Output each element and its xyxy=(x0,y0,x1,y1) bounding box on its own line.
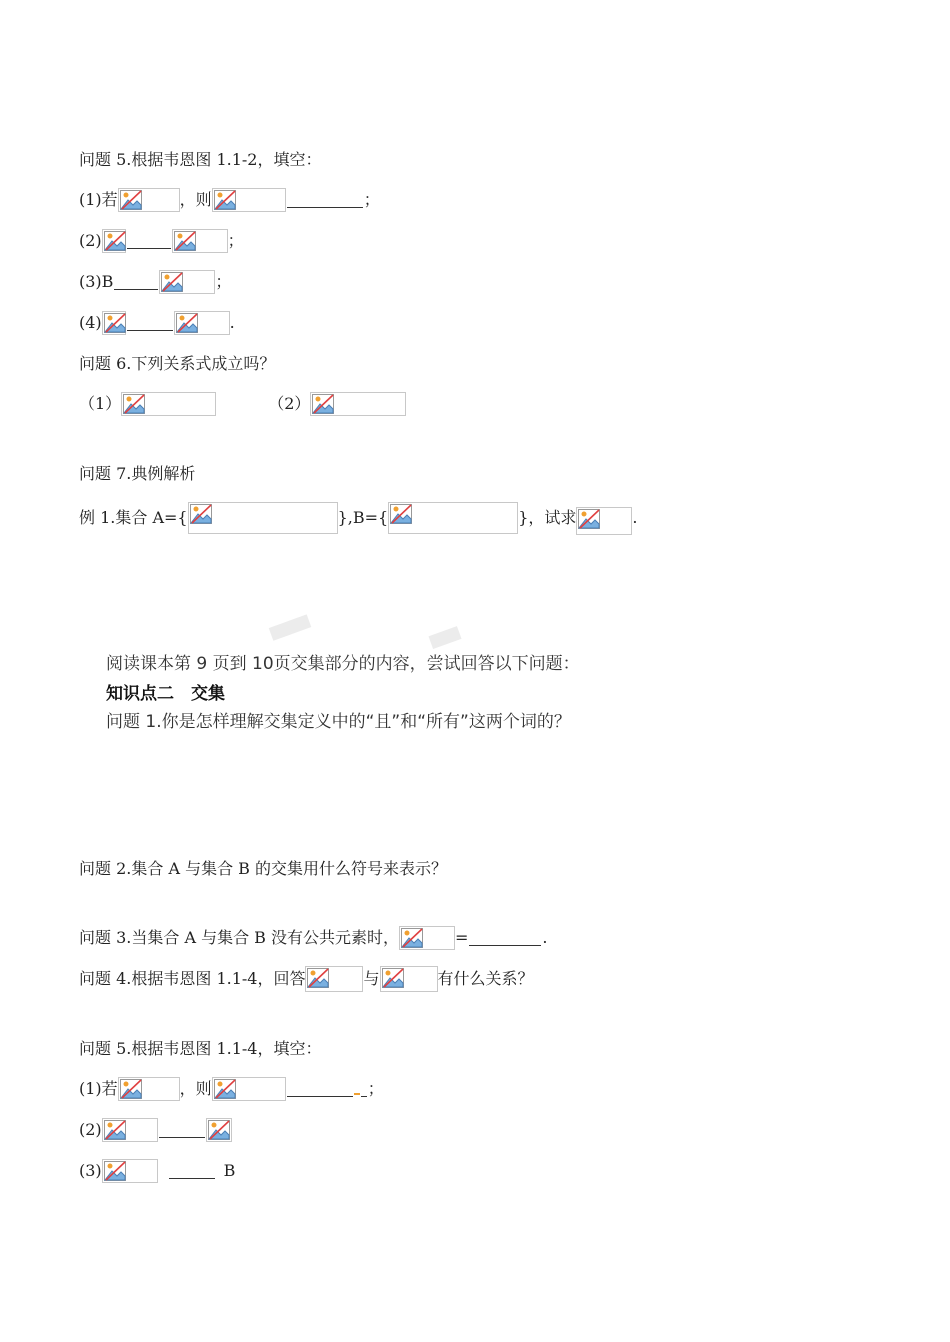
s2-q2-title: 问题 2.集合 A 与集合 B 的交集用什么符号来表示？ xyxy=(79,859,448,878)
q6-1-prefix: （1） xyxy=(79,394,122,413)
s2-q4-end: 有什么关系？ xyxy=(437,969,534,988)
q6-title-line xyxy=(79,352,275,376)
s2-q5-item-1 xyxy=(79,1077,384,1101)
broken-image-icon xyxy=(174,311,230,335)
broken-image-icon xyxy=(310,392,406,416)
answer-blank[interactable] xyxy=(114,275,158,290)
broken-image-icon xyxy=(212,1077,286,1101)
knowledge-point-heading: 知识点二 交集 xyxy=(106,684,225,704)
s2-q4-and: 与 xyxy=(363,969,380,988)
blank-marker xyxy=(354,1093,360,1095)
example-1 xyxy=(79,506,637,530)
answer-blank[interactable] xyxy=(361,1082,367,1097)
broken-image-icon xyxy=(102,229,126,253)
s2-q5-title: 问题 5.根据韦恩图 1.1-4，填空： xyxy=(79,1039,322,1058)
q6-items xyxy=(79,392,406,416)
answer-blank[interactable] xyxy=(287,193,363,208)
s2-q2-line xyxy=(79,857,447,881)
q5-item-3 xyxy=(79,270,231,294)
ex1-end: . xyxy=(632,508,638,527)
ex1-set-b-label: },B={ xyxy=(337,508,389,527)
s2-q3-end: . xyxy=(542,928,548,947)
broken-image-icon xyxy=(388,502,518,534)
q5-1-prefix: (1)若 xyxy=(79,190,118,209)
q5-item-4 xyxy=(79,311,235,335)
answer-blank[interactable] xyxy=(169,1164,215,1179)
ex1-set-a-label: 例 1.集合 A={ xyxy=(79,508,188,527)
s2-q5-2-prefix: (2) xyxy=(79,1120,102,1139)
broken-image-icon xyxy=(121,392,216,416)
s2-q4-line xyxy=(79,967,534,991)
broken-image-icon xyxy=(159,270,215,294)
s2-q3-text: 问题 3.当集合 A 与集合 B 没有公共元素时， xyxy=(79,928,400,947)
broken-image-icon xyxy=(102,1118,158,1142)
s2-q5-title-line xyxy=(79,1037,321,1061)
broken-image-icon xyxy=(576,507,632,535)
q5-4-end: . xyxy=(229,313,235,332)
answer-blank[interactable] xyxy=(469,931,541,946)
s2-q5-1-prefix: (1)若 xyxy=(79,1079,118,1098)
answer-blank[interactable] xyxy=(287,1082,353,1097)
s2-q5-1-then: ，则 xyxy=(179,1079,212,1098)
scan-line-1-text: 阅读课本第 9 页到 10页交集部分的内容，尝试回答以下问题： xyxy=(106,654,580,674)
q5-4-prefix: (4) xyxy=(79,313,102,332)
q5-1-end: ； xyxy=(363,190,380,209)
q5-2-prefix: (2) xyxy=(79,231,102,250)
broken-image-icon xyxy=(212,188,286,212)
answer-blank[interactable] xyxy=(127,316,173,331)
s2-q5-1-end: ； xyxy=(367,1079,384,1098)
broken-image-icon xyxy=(118,1077,180,1101)
watermark: ▇▇▇▇ xyxy=(268,613,312,642)
q5-title-line xyxy=(79,148,321,172)
broken-image-icon xyxy=(399,926,455,950)
q5-title: 问题 5.根据韦恩图 1.1-2，填空： xyxy=(79,150,322,169)
q5-3-end: ； xyxy=(215,272,232,291)
broken-image-icon xyxy=(305,966,363,992)
broken-image-icon xyxy=(188,502,338,534)
answer-blank[interactable] xyxy=(127,234,171,249)
scan-line-3 xyxy=(106,710,571,734)
q7-title-line xyxy=(79,462,195,486)
broken-image-icon xyxy=(118,188,180,212)
answer-blank[interactable] xyxy=(159,1123,205,1138)
s2-q4-text: 问题 4.根据韦恩图 1.1-4，回答 xyxy=(79,969,306,988)
s2-q5-item-3 xyxy=(79,1159,235,1183)
s2-q5-3-prefix: (3) xyxy=(79,1161,102,1180)
q6-title: 问题 6.下列关系式成立吗？ xyxy=(79,354,276,373)
q7-title: 问题 7.典例解析 xyxy=(79,464,196,483)
s2-q3-line xyxy=(79,926,548,950)
q6-2-prefix: （2） xyxy=(268,394,311,413)
s2-q5-item-2 xyxy=(79,1118,232,1142)
ex1-ask: }，试求 xyxy=(518,508,577,527)
s2-q5-3-end: B xyxy=(223,1161,236,1180)
broken-image-icon xyxy=(206,1118,232,1142)
q5-3-prefix: (3)B xyxy=(79,272,114,291)
scan-line-2 xyxy=(106,682,225,706)
q5-2-end: ； xyxy=(227,231,244,250)
broken-image-icon xyxy=(102,1159,158,1183)
s2-q3-equals: = xyxy=(455,928,469,947)
broken-image-icon xyxy=(102,311,126,335)
q5-item-2 xyxy=(79,229,244,253)
scan-line-1 xyxy=(106,652,580,676)
q5-1-then: ，则 xyxy=(179,190,212,209)
q5-item-1 xyxy=(79,188,380,212)
broken-image-icon xyxy=(172,229,228,253)
watermark: ▇▇▇ xyxy=(428,625,462,650)
scan-line-3-text: 问题 1.你是怎样理解交集定义中的“且”和“所有”这两个词的？ xyxy=(106,712,571,732)
broken-image-icon xyxy=(380,966,438,992)
